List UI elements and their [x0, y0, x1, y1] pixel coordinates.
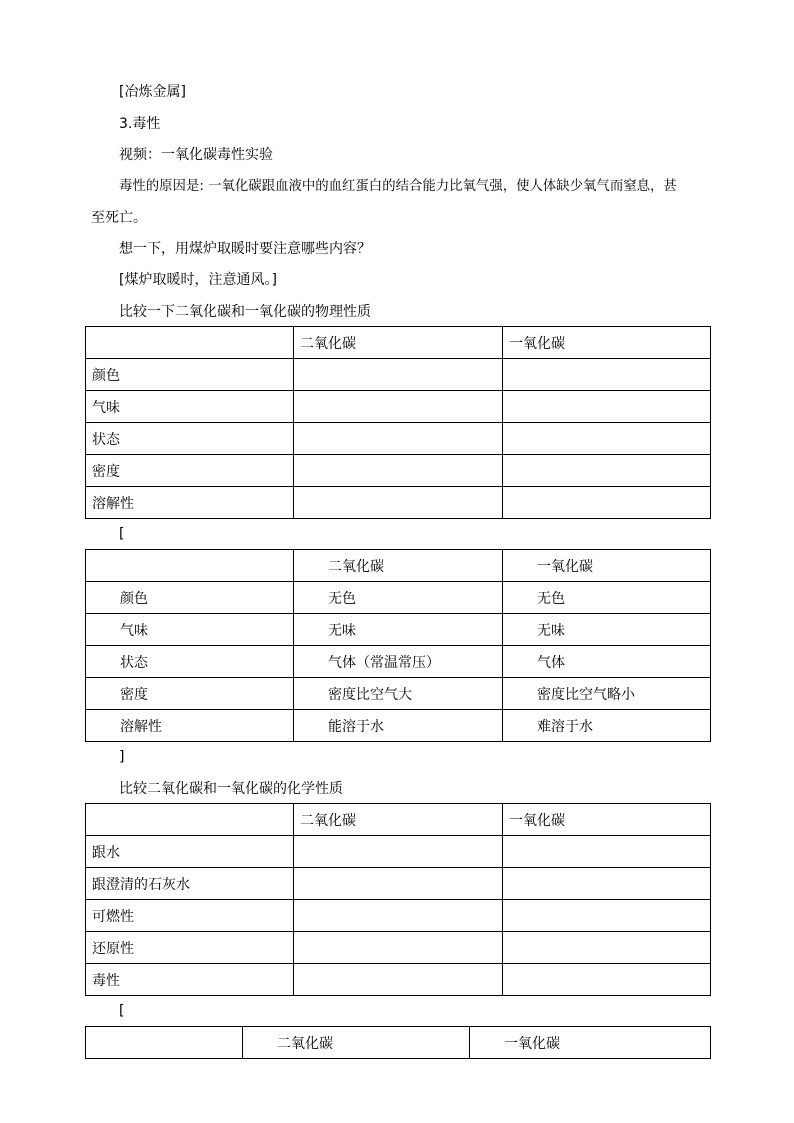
table-row — [86, 868, 711, 900]
table-row — [86, 932, 711, 964]
row-label: 溶解性 — [86, 487, 294, 519]
table-row — [86, 487, 711, 519]
chem-answer-table — [85, 1026, 711, 1059]
chem-title: 比较二氧化碳和一氧化碳的化学性质 — [119, 781, 343, 797]
table-cell: 难溶于水 — [503, 710, 711, 742]
row-label: 可燃性 — [86, 900, 294, 932]
table-cell — [503, 455, 711, 487]
table-row — [86, 804, 711, 836]
phys-table — [85, 326, 711, 519]
table-cell — [294, 359, 503, 391]
table-cell: 密度比空气大 — [294, 678, 503, 710]
table-cell — [503, 964, 711, 996]
table-row — [86, 550, 711, 582]
table-cell — [503, 487, 711, 519]
table-header: 一氧化碳 — [503, 327, 711, 359]
table-row — [86, 359, 711, 391]
table-cell: 无味 — [294, 614, 503, 646]
table-row — [86, 391, 711, 423]
table-cell — [503, 868, 711, 900]
video-line: 视频：一氧化碳毒性实验 — [119, 147, 273, 163]
open-bracket-1: [ — [119, 526, 125, 542]
table-row — [86, 455, 711, 487]
table-cell — [294, 900, 503, 932]
table-cell — [503, 391, 711, 423]
table-cell — [86, 327, 294, 359]
row-label: 密度 — [86, 455, 294, 487]
smelt-line: [冶炼金属] — [119, 84, 186, 100]
table-row — [86, 710, 711, 742]
toxicity-heading: 3.毒性 — [119, 116, 161, 132]
row-label: 毒性 — [86, 964, 294, 996]
table-row — [86, 1027, 711, 1059]
table-row — [86, 836, 711, 868]
chem-table — [85, 803, 711, 996]
table-cell — [294, 964, 503, 996]
table-cell — [503, 932, 711, 964]
table-cell — [294, 423, 503, 455]
table-row — [86, 423, 711, 455]
table-cell: 气体 — [503, 646, 711, 678]
phys-title: 比较一下二氧化碳和一氧化碳的物理性质 — [119, 304, 371, 320]
table-row — [86, 678, 711, 710]
table-row — [86, 964, 711, 996]
row-label: 跟水 — [86, 836, 294, 868]
question-line: 想一下，用煤炉取暖时要注意哪些内容？ — [119, 241, 371, 257]
table-cell: 无色 — [503, 582, 711, 614]
table-row — [86, 900, 711, 932]
table-cell — [294, 868, 503, 900]
table-header: 二氧化碳 — [294, 327, 503, 359]
table-header: 一氧化碳 — [503, 804, 711, 836]
table-cell: 密度比空气略小 — [503, 678, 711, 710]
row-label: 气味 — [86, 391, 294, 423]
open-bracket-2: [ — [119, 1003, 125, 1019]
row-label: 颜色 — [86, 359, 294, 391]
table-cell: 无味 — [503, 614, 711, 646]
table-cell — [294, 836, 503, 868]
table-header: 一氧化碳 — [503, 550, 711, 582]
row-label: 颜色 — [86, 582, 294, 614]
row-label: 还原性 — [86, 932, 294, 964]
table-cell — [294, 932, 503, 964]
table-cell — [86, 550, 294, 582]
table-cell — [294, 487, 503, 519]
row-label: 密度 — [86, 678, 294, 710]
row-label: 状态 — [86, 646, 294, 678]
table-row — [86, 646, 711, 678]
table-cell — [294, 391, 503, 423]
table-header: 二氧化碳 — [294, 550, 503, 582]
table-cell: 无色 — [294, 582, 503, 614]
table-header: 二氧化碳 — [294, 804, 503, 836]
table-row — [86, 614, 711, 646]
table-cell — [503, 900, 711, 932]
row-label: 气味 — [86, 614, 294, 646]
answer-line: [煤炉取暖时，注意通风。] — [119, 272, 277, 288]
table-cell — [503, 836, 711, 868]
table-header: 一氧化碳 — [470, 1027, 711, 1059]
table-cell: 能溶于水 — [294, 710, 503, 742]
table-cell — [503, 359, 711, 391]
row-label: 跟澄清的石灰水 — [86, 868, 294, 900]
table-cell — [294, 455, 503, 487]
cause-line-1: 毒性的原因是: 一氧化碳跟血液中的血红蛋白的结合能力比氧气强，使人体缺少氧气而窒息，甚 — [119, 179, 677, 194]
row-label: 状态 — [86, 423, 294, 455]
cause-line-2: 至死亡。 — [91, 210, 147, 226]
table-cell — [86, 1027, 243, 1059]
phys-answer-table — [85, 549, 711, 742]
row-label: 溶解性 — [86, 710, 294, 742]
table-row — [86, 582, 711, 614]
table-header: 二氧化碳 — [243, 1027, 470, 1059]
table-cell — [503, 423, 711, 455]
table-cell — [86, 804, 294, 836]
table-cell: 气体（常温常压） — [294, 646, 503, 678]
close-bracket-1: ] — [119, 749, 125, 765]
table-row — [86, 327, 711, 359]
